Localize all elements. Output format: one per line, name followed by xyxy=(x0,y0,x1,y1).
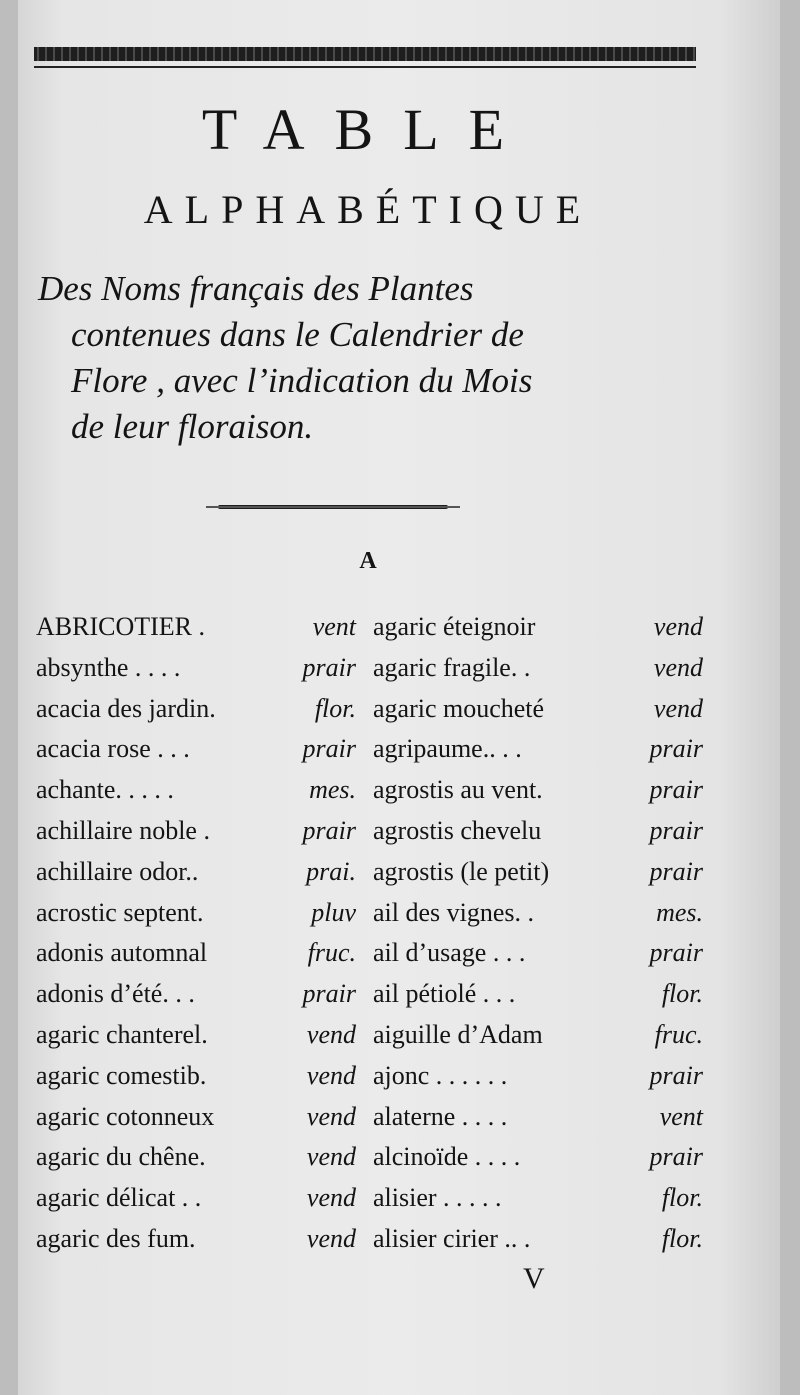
left-column xyxy=(36,612,356,1265)
index-entry xyxy=(373,1020,703,1061)
flowering-month: prair xyxy=(649,775,703,805)
plant-name: achillaire odor.. xyxy=(36,856,199,886)
page-title: TABLE xyxy=(201,97,535,162)
description-line: Flore , avec l’indication du Mois xyxy=(71,361,533,400)
plant-name: adonis automnal xyxy=(36,938,208,968)
flowering-month: vend xyxy=(306,1183,356,1213)
flowering-month: prai. xyxy=(306,856,356,886)
index-entry xyxy=(36,694,356,735)
index-entry xyxy=(373,898,703,939)
signature-mark: V xyxy=(523,1262,545,1295)
index-entry xyxy=(36,775,356,816)
index-entry xyxy=(36,653,356,694)
flowering-month: prair xyxy=(649,1142,703,1172)
top-ornamental-rule xyxy=(34,47,696,61)
index-entry xyxy=(373,1183,703,1224)
flowering-month: vend xyxy=(306,1223,356,1253)
flowering-month: fruc. xyxy=(654,1019,703,1049)
flowering-month: vend xyxy=(653,652,703,682)
top-thin-rule xyxy=(34,66,696,68)
flowering-month: vend xyxy=(306,1142,356,1172)
plant-name: alisier . . . . . xyxy=(373,1183,502,1213)
plant-name: agrostis au vent. xyxy=(373,775,543,805)
plant-name: agaric délicat . . xyxy=(36,1183,202,1213)
index-entry xyxy=(373,612,703,653)
description-line: de leur floraison. xyxy=(71,407,314,446)
flowering-month: prair xyxy=(649,938,703,968)
plant-name: ail des vignes. . xyxy=(373,897,535,927)
flowering-month: prair xyxy=(649,856,703,886)
plant-name: agaric des fum. xyxy=(36,1223,196,1253)
description-line: Des Noms français des Plantes xyxy=(38,269,474,308)
flowering-month: fruc. xyxy=(307,938,356,968)
section-divider xyxy=(218,505,448,509)
index-entry xyxy=(373,653,703,694)
index-entry xyxy=(373,979,703,1020)
flowering-month: vend xyxy=(306,1101,356,1131)
plant-name: agaric fragile. . xyxy=(373,652,531,682)
plant-name: agaric moucheté xyxy=(373,693,545,723)
plant-name: agaric éteignoir xyxy=(373,612,536,641)
plant-name: achillaire noble . xyxy=(36,815,210,845)
plant-name: ail d’usage . . . xyxy=(373,938,526,968)
index-entry xyxy=(36,1061,356,1102)
index-entry xyxy=(36,938,356,979)
flowering-month: prair xyxy=(302,652,356,682)
page-subtitle: ALPHABÉTIQUE xyxy=(143,187,593,232)
index-entry xyxy=(373,1224,703,1265)
flowering-month: flor. xyxy=(661,979,703,1009)
index-entry xyxy=(373,857,703,898)
title-description xyxy=(38,266,698,450)
flowering-month: mes. xyxy=(309,775,356,805)
flowering-month: vent xyxy=(312,612,356,641)
index-entry xyxy=(373,1102,703,1143)
index-entry xyxy=(36,1224,356,1265)
plant-name: agrostis chevelu xyxy=(373,815,542,845)
plant-name: absynthe . . . . xyxy=(36,652,181,682)
index-entry xyxy=(36,979,356,1020)
index-entry xyxy=(373,694,703,735)
plant-name: achante. . . . . xyxy=(36,775,174,805)
plant-name: adonis d’été. . . xyxy=(36,979,195,1009)
plant-name: agripaume.. . . xyxy=(373,734,522,764)
index-entry xyxy=(36,1020,356,1061)
flowering-month: flor. xyxy=(661,1183,703,1213)
plant-name: agaric comestib. xyxy=(36,1060,207,1090)
index-entry xyxy=(36,612,356,653)
flowering-month: vend xyxy=(306,1060,356,1090)
flowering-month: flor. xyxy=(314,693,356,723)
flowering-month: vend xyxy=(653,693,703,723)
index-entry xyxy=(373,1061,703,1102)
flowering-month: flor. xyxy=(661,1223,703,1253)
flowering-month: vent xyxy=(659,1101,703,1131)
plant-name: acacia rose . . . xyxy=(36,734,190,764)
plant-name: acacia des jardin. xyxy=(36,693,216,723)
flowering-month: prair xyxy=(302,979,356,1009)
description-line: contenues dans le Calendrier de xyxy=(71,315,524,354)
plant-name: alaterne . . . . xyxy=(373,1101,508,1131)
index-entry xyxy=(36,857,356,898)
plant-name: acrostic septent. xyxy=(36,897,204,927)
plant-name: alcinoïde . . . . xyxy=(373,1142,521,1172)
plant-name: ABRICOTIER . xyxy=(36,612,205,641)
index-entry xyxy=(373,816,703,857)
index-entry xyxy=(373,734,703,775)
index-entry xyxy=(36,816,356,857)
plant-name: ajonc . . . . . . xyxy=(373,1060,508,1090)
index-entry xyxy=(36,1142,356,1183)
index-entry xyxy=(36,898,356,939)
index-entry xyxy=(36,1183,356,1224)
book-page xyxy=(18,0,780,1395)
index-entry xyxy=(373,1142,703,1183)
index-entry xyxy=(373,938,703,979)
flowering-month: vend xyxy=(653,612,703,641)
plant-name: agaric du chêne. xyxy=(36,1142,206,1172)
flowering-month: prair xyxy=(302,734,356,764)
plant-name: agaric chanterel. xyxy=(36,1019,208,1049)
index-entry xyxy=(373,775,703,816)
flowering-month: prair xyxy=(649,1060,703,1090)
plant-name: agrostis (le petit) xyxy=(373,856,550,886)
plant-name: ail pétiolé . . . xyxy=(373,979,516,1009)
index-entry xyxy=(36,1102,356,1143)
right-column xyxy=(373,612,703,1265)
flowering-month: prair xyxy=(649,734,703,764)
plant-name: aiguille d’Adam xyxy=(373,1019,543,1049)
plant-name: alisier cirier .. . xyxy=(373,1223,531,1253)
index-entry xyxy=(36,734,356,775)
flowering-month: prair xyxy=(649,815,703,845)
flowering-month: pluv xyxy=(311,897,356,927)
flowering-month: vend xyxy=(306,1019,356,1049)
plant-name: agaric cotonneux xyxy=(36,1101,215,1131)
section-letter: A xyxy=(359,548,377,574)
flowering-month: mes. xyxy=(656,897,703,927)
flowering-month: prair xyxy=(302,815,356,845)
